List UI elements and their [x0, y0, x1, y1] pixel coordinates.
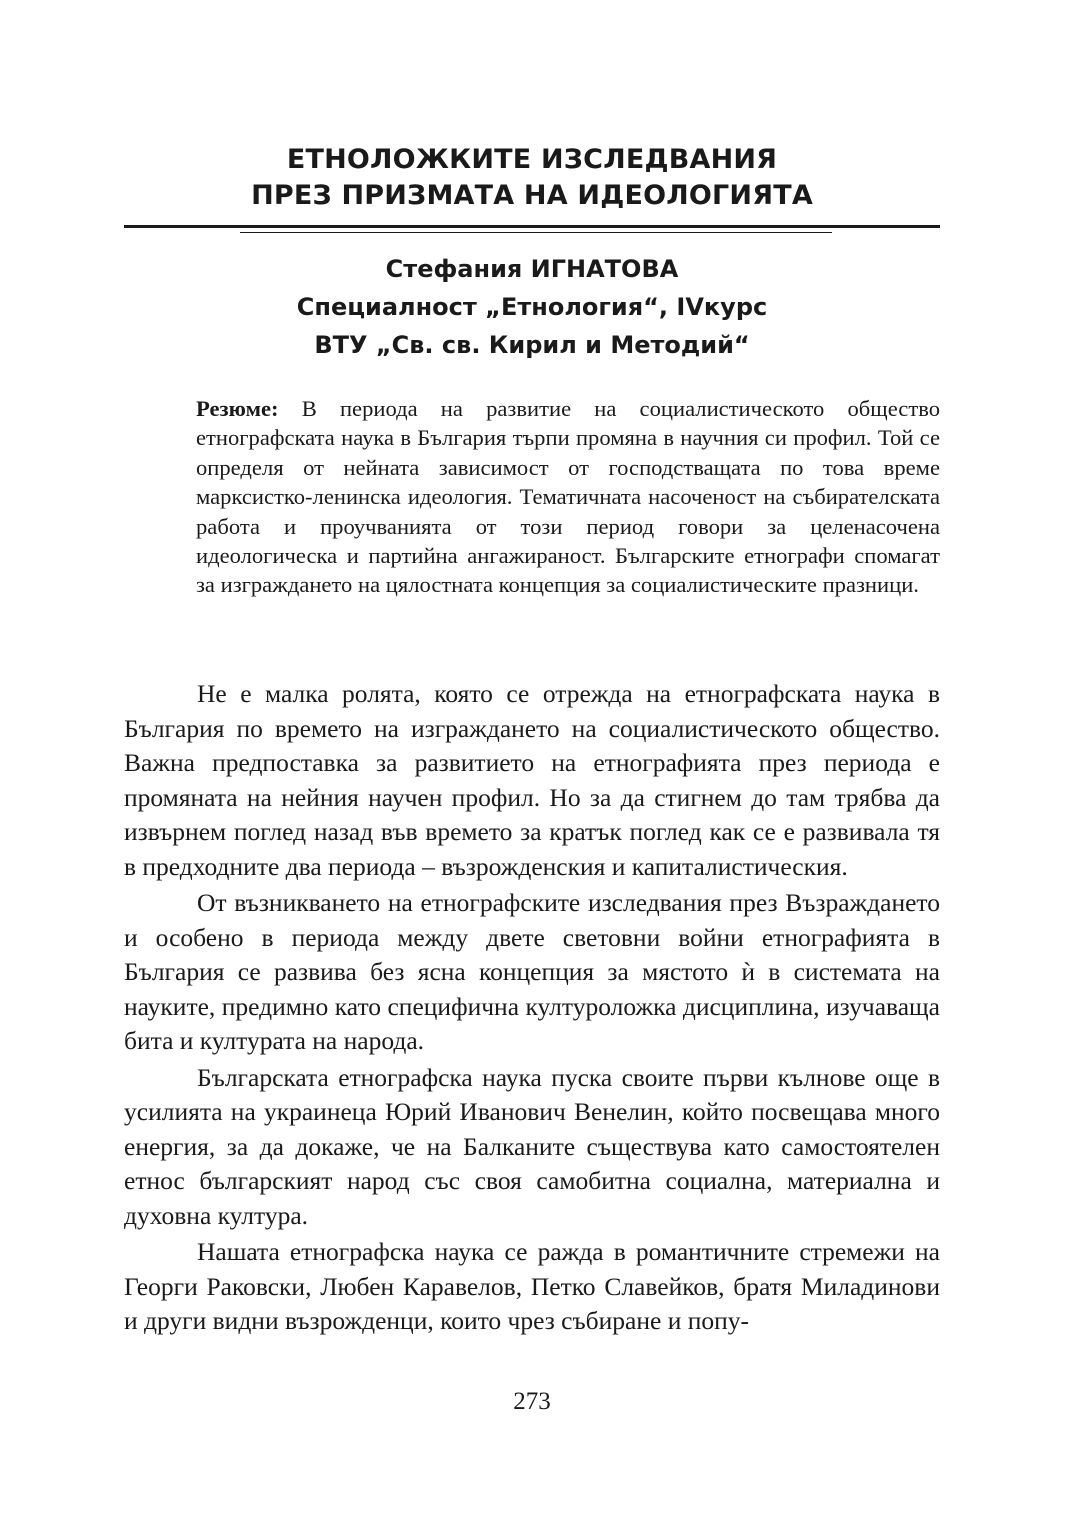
author-university: ВТУ „Св. св. Кирил и Методий“	[314, 331, 750, 359]
article-title	[0, 142, 1064, 214]
abstract-label: Резюме:	[196, 396, 279, 421]
author-specialty: Специалност „Етнология“, IVкурс	[296, 293, 768, 321]
article-title-line-1: ЕТНОЛОЖКИТЕ ИЗСЛЕДВАНИЯ	[286, 144, 778, 175]
author-name: Стефания ИГНАТОВА	[385, 255, 679, 283]
body-paragraph-1: Не е малка ролята, която се отрежда на етнографската наука в България по времето на изграждането на социалистическото общество. Важна предпоставка за развитието на етнографията през периода е промяната на нейния научен профил. Но за да стигнем до там трябва да извърнем поглед назад във времето за кратък поглед как се е развивала тя в предходните два периода – възрожденския и капиталистическия.	[124, 679, 940, 881]
author-block	[0, 250, 1064, 364]
page-number: 273	[513, 1388, 551, 1415]
abstract-text: В периода на развитие на социалистическото общество етнографската наука в България търпи промяна в научния си профил. Той се определя от нейната зависимост от господстващата по това време марксистко-ленинска идеология. Тематичната насоченост на събирателската работа и проучванията от този период говори за целенасочена идеологическа и партийна ангажираност. Българските етнографи спомагат за изграждането на цялостната концепция за социалистическите празници.	[196, 396, 940, 598]
article-title-line-2: ПРЕЗ ПРИЗМАТА НА ИДЕОЛОГИЯТА	[251, 180, 813, 211]
article-body	[124, 677, 940, 1339]
body-paragraph-2: От възникването на етнографските изследвания през Възраждането и особено в периода между двете световни войни етнографията в България се развива без ясна концепция за мястото ѝ в системата на науките, предимно като специфична културоложка дисциплина, изучаваща бита и културата на народа.	[124, 888, 940, 1055]
title-divider-thin	[240, 232, 832, 233]
abstract	[196, 394, 940, 600]
title-divider-thick	[124, 225, 940, 228]
body-paragraph-4: Нашата етнографска наука се ражда в романтичните стремежи на Георги Раковски, Любен Каравелов, Петко Славейков, братя Миладинови и други видни възрожденци, които чрез събиране и попу-	[124, 1237, 940, 1335]
body-paragraph-3: Българската етнографска наука пуска своите първи кълнове още в усилията на украинеца Юрий Иванович Венелин, който посвещава много енергия, за да докаже, че на Балканите съществува като самостоятелен етнос българският народ със своя самобитна социална, материална и духовна култура.	[124, 1062, 940, 1230]
